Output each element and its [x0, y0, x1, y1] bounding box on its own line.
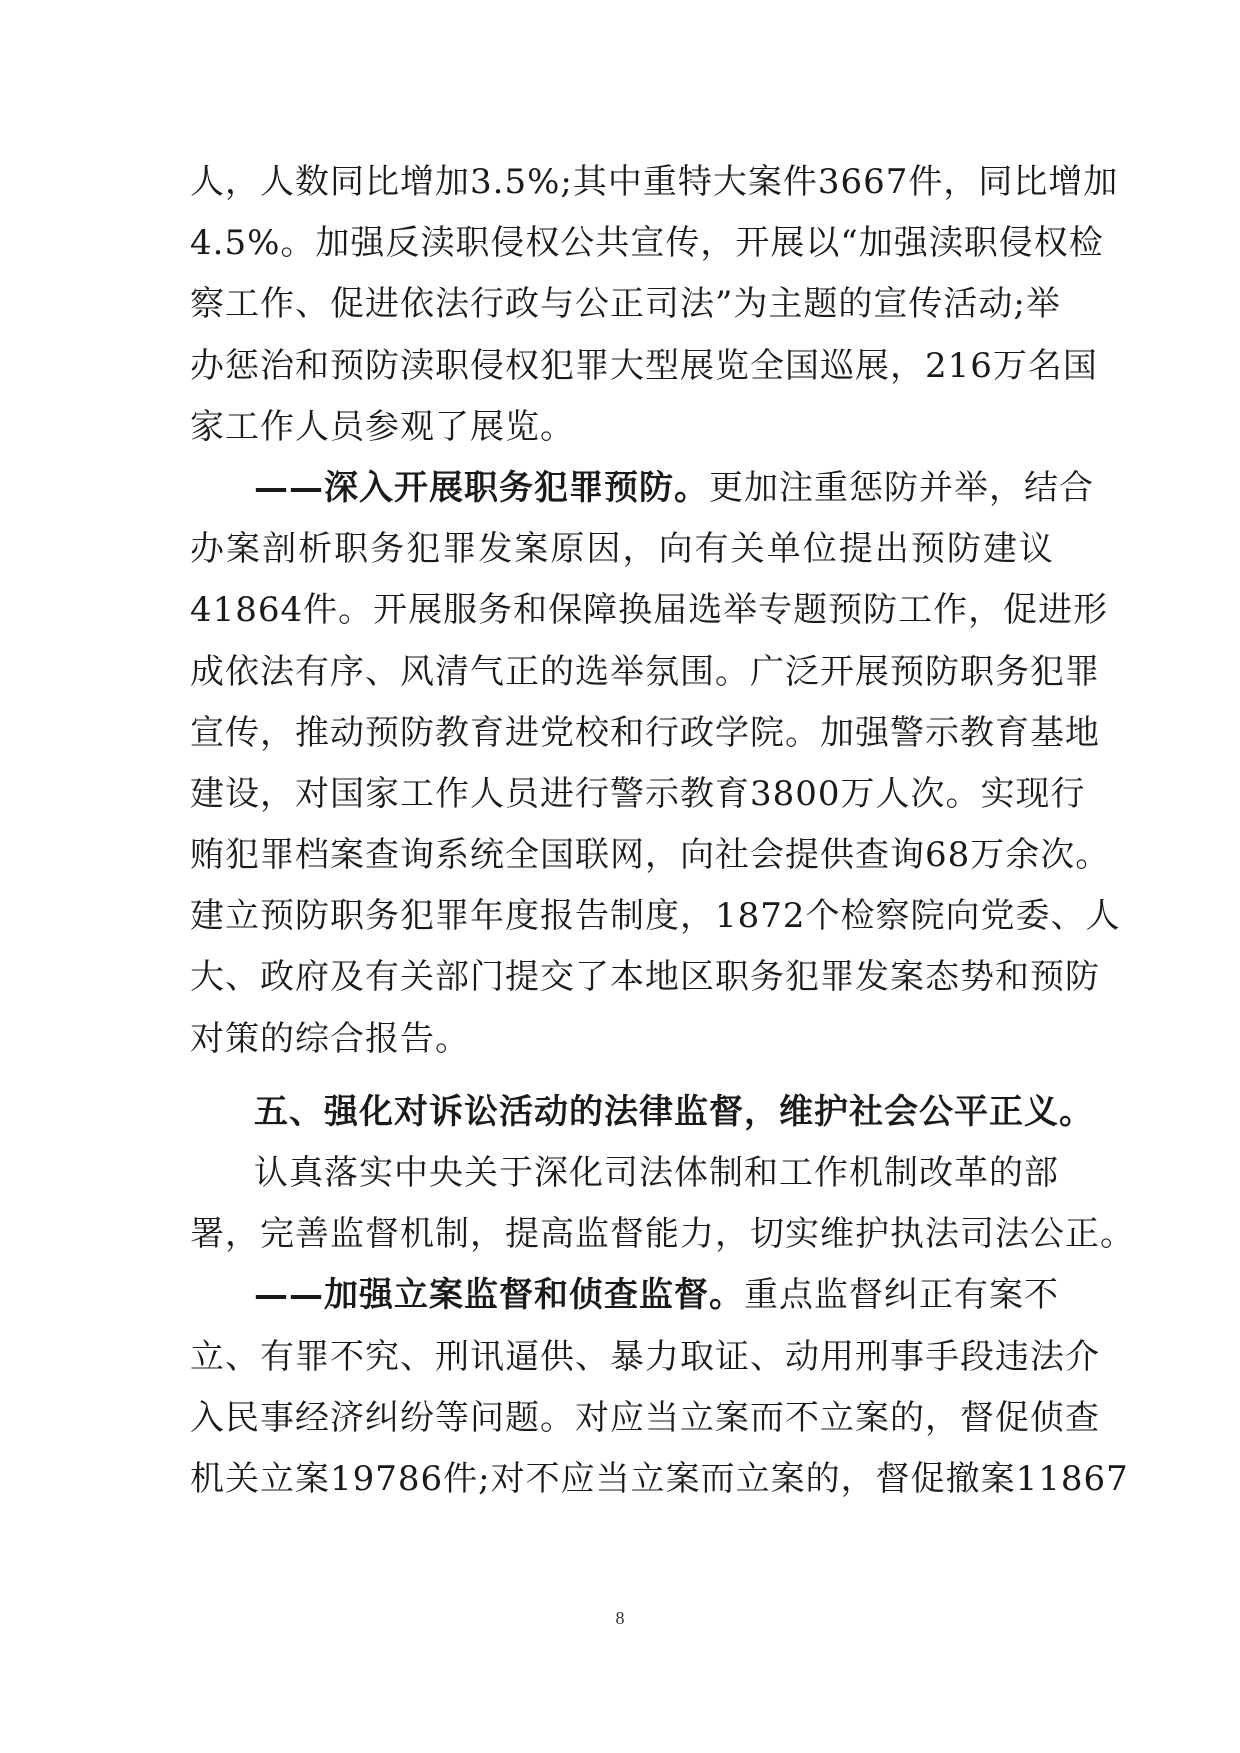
- page-number: 8: [615, 1608, 625, 1628]
- text-run: 重点监督纠正有案不: [744, 1275, 1059, 1316]
- text-line: 宣传，推动预防教育进党校和行政学院。加强警示教育基地: [190, 712, 1100, 753]
- paragraph-first-line: [190, 458, 1094, 519]
- text-line: 察工作、促进依法行政与公正司法”为主题的宣传活动;举: [190, 284, 1061, 325]
- text-line: 41864件。开展服务和保障换届选举专题预防工作，促进形: [190, 590, 1109, 631]
- text-line: 对策的综合报告。: [190, 1018, 470, 1059]
- text-line: 人，人数同比增加3.5%;其中重特大案件3667件，同比增加: [190, 162, 1119, 202]
- paragraph-first-line: [190, 1265, 1059, 1326]
- text-line: 办惩治和预防渎职侵权犯罪大型展览全国巡展，216万名国: [190, 345, 1098, 386]
- text-run: 更加注重惩防并举，结合: [709, 467, 1094, 508]
- paragraph-first-line: 认真落实中央关于深化司法体制和工作机制改革的部: [254, 1153, 1059, 1193]
- text-line: 成依法有序、风清气正的选举氛围。广泛开展预防职务犯罪: [190, 651, 1100, 692]
- text-line: 署，完善监督机制，提高监督能力，切实维护执法司法公正。: [190, 1214, 1135, 1255]
- text-line: 入民事经济纠纷等问题。对应当立案而不立案的，督促侦查: [190, 1397, 1100, 1438]
- text-line: 大、政府及有关部门提交了本地区职务犯罪发案态势和预防: [190, 957, 1100, 998]
- section-lead: ——加强立案监督和侦查监督。: [254, 1275, 744, 1316]
- text-line: 立、有罪不究、刑讯逼供、暴力取证、动用刑事手段违法介: [190, 1336, 1100, 1377]
- text-line: 家工作人员参观了展览。: [190, 406, 575, 447]
- text-line: 办案剖析职务犯罪发案原因，向有关单位提出预防建议: [190, 529, 1054, 570]
- text-line: 机关立案19786件;对不应当立案而立案的，督促撤案11867: [190, 1458, 1129, 1499]
- text-line: 建设，对国家工作人员进行警示教育3800万人次。实现行: [190, 773, 1086, 814]
- text-line: 4.5%。加强反渎职侵权公共宣传，开展以“加强渎职侵权检: [190, 223, 1104, 264]
- document-body: [190, 152, 1135, 1510]
- text-line: 建立预防职务犯罪年度报告制度，1872个检察院向党委、人: [190, 896, 1121, 937]
- section-heading: 五、强化对诉讼活动的法律监督，维护社会公平正义。: [254, 1091, 1094, 1132]
- section-lead: ——深入开展职务犯罪预防。: [254, 467, 709, 508]
- text-line: 贿犯罪档案查询系统全国联网，向社会提供查询68万余次。: [190, 835, 1111, 876]
